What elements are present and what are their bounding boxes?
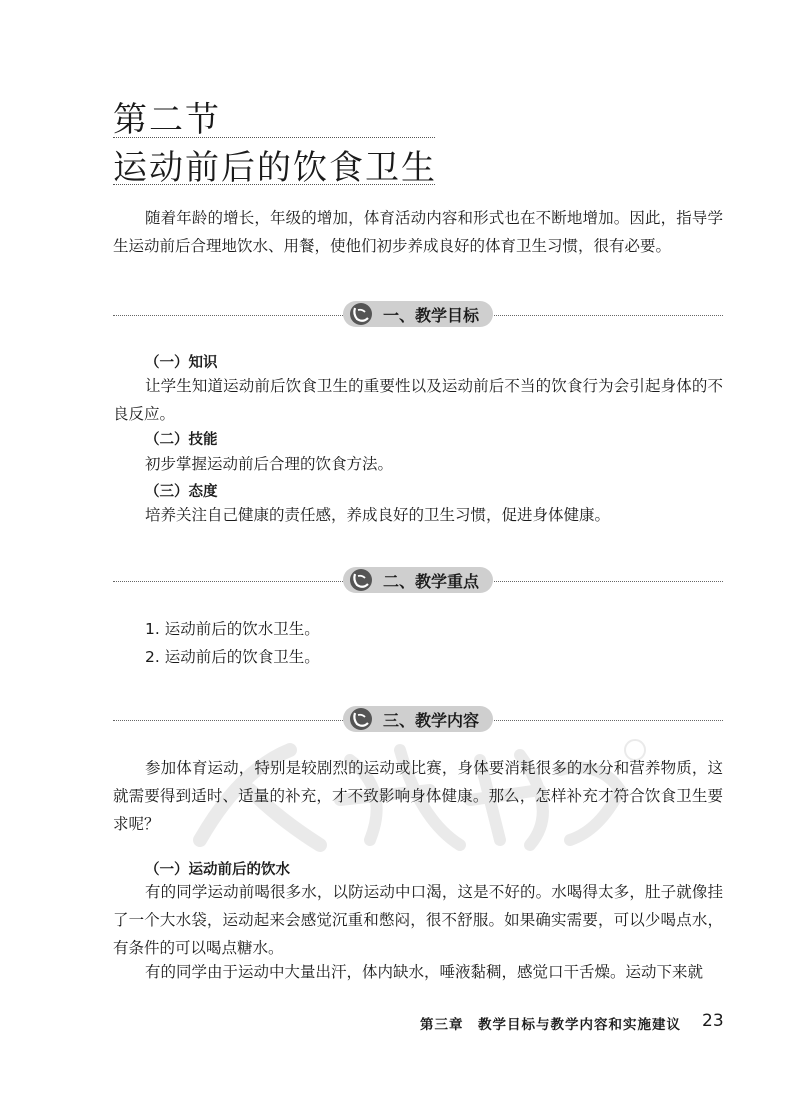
title-divider (113, 137, 435, 138)
section-title: 运动前后的饮食卫生 (113, 148, 437, 188)
section-heading-objectives (343, 301, 493, 327)
focus-item-1: 1. 运动前后的饮水卫生。 (145, 620, 320, 638)
page-number: 23 (702, 1011, 724, 1031)
section-heading-label: 一、教学目标 (383, 305, 480, 325)
section-badge-icon (343, 301, 379, 327)
knowledge-text: 让学生知道运动前后饮食卫生的重要性以及运动前后不当的饮食行为会引起身体的不良反应。 (113, 377, 723, 423)
content-intro: 参加体育运动，特别是较剧烈的运动或比赛，身体要消耗很多的水分和营养物质，这就需要得到适时、适量的补充，才不致影响身体健康。那么，怎样补充才符合饮食卫生要求呢？ (113, 759, 723, 833)
chapter-footer: 第三章 教学目标与教学内容和实施建议 (420, 1017, 681, 1033)
section-number: 第二节 (113, 100, 221, 140)
skill-text: 初步掌握运动前后合理的饮食方法。 (145, 455, 394, 473)
knowledge-label: （一）知识 (145, 355, 218, 371)
focus-item-2: 2. 运动前后的饮食卫生。 (145, 648, 320, 666)
section-badge-icon (343, 706, 379, 732)
title-underline (113, 184, 435, 185)
drinking-subsection-label: （一）运动前后的饮水 (145, 862, 290, 878)
intro-paragraph: 随着年龄的增长，年级的增加，体育活动内容和形式也在不断地增加。因此，指导学生运动前后合理地饮水、用餐，使他们初步养成良好的体育卫生习惯，很有必要。 (113, 209, 723, 255)
section-heading-label: 二、教学重点 (383, 571, 480, 591)
section-heading-content (343, 706, 493, 732)
attitude-label: （三）态度 (145, 484, 218, 500)
drinking-paragraph-1: 有的同学运动前喝很多水，以防运动中口渴，这是不好的。水喝得太多，肚子就像挂了一个大水袋，运动起来会感觉沉重和憋闷，很不舒服。如果确实需要，可以少喝点水，有条件的可以喝点糖水。 (113, 883, 723, 957)
section-badge-icon (343, 567, 379, 593)
section-heading-label: 三、教学内容 (383, 710, 480, 730)
skill-label: （二）技能 (145, 432, 218, 448)
drinking-paragraph-2: 有的同学由于运动中大量出汗，体内缺水，唾液黏稠，感觉口干舌燥。运动下来就 (145, 963, 704, 981)
attitude-text: 培养关注自己健康的责任感，养成良好的卫生习惯，促进身体健康。 (145, 506, 611, 524)
section-heading-focus (343, 567, 493, 593)
